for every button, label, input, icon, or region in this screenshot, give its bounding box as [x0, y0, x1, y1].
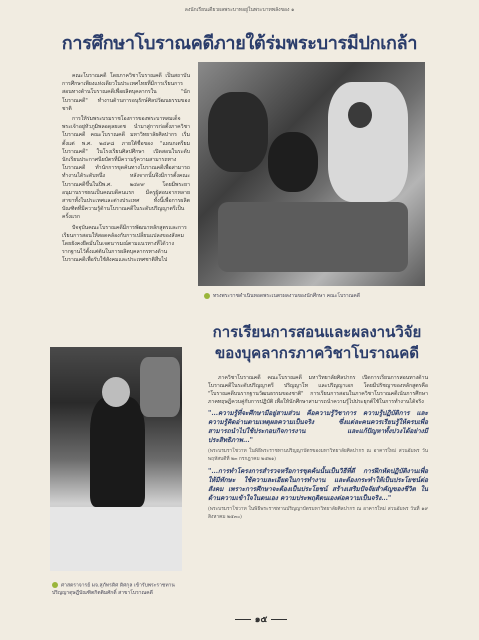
section2-title-line1: การเรียนการสอนและผลงานวิจัย [212, 323, 422, 341]
section2-title [212, 322, 422, 364]
bullet-icon [204, 293, 210, 299]
section1-title: การศึกษาโบราณคดีภายใต้ร่มพระบารมีปกเกล้า [61, 33, 418, 54]
graduation-photo [50, 347, 182, 571]
running-header: ลงนักเรียนเดียวผลพระบาทอยู่ในพระบาทพลังของ ๑ [184, 7, 295, 13]
section2-title-line2: ของบุคลากรภาควิชาโบราณคดี [214, 344, 420, 362]
photo2-caption [52, 582, 192, 597]
royal-quote-1: "...ความรู้ที่จะศึกษามีอยู่สามส่วน คือความรู้วิชาการ ความรู้ปฏิบัติการ และความรู้คิดอ่านตามเหตุผลความเป็นจริง ซึ่งแต่ละคนควรเรียนรู้ให้ครบเพื่อสามารถนำไปใช้ประกอบกิจการงาน และแก้ปัญหาทั้งปวงได้อย่างมีประสิทธิภาพ..." [208, 409, 428, 444]
royal-visit-photo [198, 62, 425, 286]
page-number [226, 612, 296, 626]
section1-body [62, 72, 190, 267]
page-number-text: ๑๕ [254, 615, 268, 625]
section1-paragraph: คณะโบราณคดี โดยภาควิชาโบราณคดี เป็นสถาบันการศึกษาเพียงแห่งเดียวในประเทศไทยที่มีการเรียนการสอนทางด้านโบราณคดีเพื่อผลิตบุคลากรใน "นักโบราณคดี" ทำงานด้านการอนุรักษ์ศิลปวัฒนธรรมของชาติ [62, 73, 190, 112]
photo2-caption-text: ศาสตราจารย์ มจ.สุภัทรดิศ ดิศกุล เข้ารับพระราชทานปริญญาดุษฎีบัณฑิตกิตติมศักดิ์ สาขาโบราณคดี [52, 582, 175, 596]
divider [235, 619, 251, 620]
section2-body [208, 374, 428, 525]
bullet-icon [52, 582, 58, 588]
quote-2-reference: (พระบรมราโชวาท ในพิธีพระราชทานปริญญาบัตรมหาวิทยาลัยศิลปากร ณ อาคารใหม่ สวนอัมพร วันที่ ๑๙ สิงหาคม ๒๕๓๐) [208, 507, 428, 520]
section2-intro: ภาควิชาโบราณคดี คณะโบราณคดี มหาวิทยาลัยศิลปากร เปิดการเรียนการสอนทางด้านโบราณคดีในระดับปริญญาตรี ปริญญาโท และปริญญาเอก โดยมีปรัชญาของหลักสูตรคือ "โบราณคดีบนรากฐานวัฒนธรรมของชาติ" การเรียนการสอนในภาควิชาโบราณคดีเน้นการศึกษาภาคทฤษฎีควบคู่กับการปฏิบัติ เพื่อให้นักศึกษาสามารถนำความรู้ไปประยุกต์ใช้ในการทำงานได้จริง [208, 375, 428, 405]
divider [271, 619, 287, 620]
photo1-caption-text: ทรงพระราชดำเนินทอดพระเนตรผลงานของนักศึกษา คณะโบราณคดี [213, 293, 360, 299]
section1-paragraph: การให้ร่มพระบรมราชโองการของพระบาทสมเด็จพระเจ้าอยู่หัวภูมิพลอดุลยเดช นำมาสู่การก่อตั้งภาควิชาโบราณคดี คณะโบราณคดี มหาวิทยาลัยศิลปากร เริ่มตั้งแต่ พ.ศ. ๒๔๙๘ ภายใต้ชื่อของ "แผนกเตรียมโบราณคดี" ในโรงเรียนศิลปศึกษา เปิดสอนในระดับนักเรียนประกาศนียบัตรที่มีความรู้ความสามารถทางโบราณคดี ทำนักการขุดค้นทางโบราณคดีเพื่อสามารถทำงานได้ระดับหนึ่ง หลังจากนั้นจึงมีการตั้งคณะโบราณคดีขึ้นในปีพ.ศ. ๒๔๙๙ โดยมีพระยาอนุมานราชธนเป็นคณบดีคนแรก มีครูผู้สอนจากหลายสาขาทั้งในประเทศและต่างประเทศ ทั้งนี้เพื่อการผลิตบัณฑิตที่มีความรู้ด้านโบราณคดีในระดับปริญญาตรีเป็นครั้งแรก [62, 116, 190, 221]
section1-paragraph: ปัจจุบันคณะโบราณคดีมีการพัฒนาหลักสูตรและการเรียนการสอนให้สอดคล้องกับการเปลี่ยนแปลงของสังคม โดยยังคงยึดมั่นในเจตนารมณ์ตามแนวทางที่ได้วางรากฐานไว้ตั้งแต่ต้นในการผลิตบุคลากรทางด้านโบราณคดีเพื่อรับใช้สังคมและประเทศชาติสืบไป [62, 224, 187, 264]
royal-quote-2: "...การทำโครงการสำรวจหรือการขุดค้นนั้นเป็นวิธีที่ดี การฝึกหัดปฏิบัติงานเพื่อให้มีทักษะ ใช้ความละเอียดในการทำงาน และต้องกระทำให้เป็นประโยชน์ต่อสังคม เพราะการศึกษาจะต้องเป็นประโยชน์ สร้างเสริมปัจจัยสำคัญของชีวิต ในด้านความเข้าใจในตนเอง ความประพฤติตนเองต่อความเป็นจริง..." [208, 467, 428, 502]
photo1-caption [204, 292, 434, 300]
quote-1-reference: (พระบรมราโชวาท ในพิธีพระราชทานปริญญาบัตรของมหาวิทยาลัยศิลปากร ณ อาคารใหม่ สวนอัมพร วันพฤหัสบดีที่ ๒๓ กรกฎาคม ๒๕๒๑) [208, 449, 428, 462]
